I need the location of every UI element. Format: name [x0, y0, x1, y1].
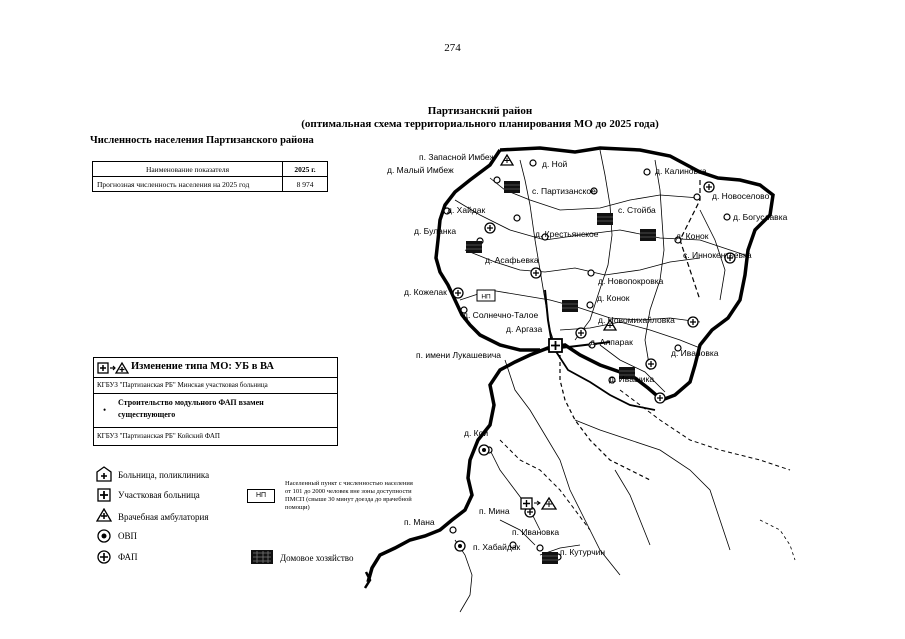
legend-ovp-label: ОВП	[118, 531, 138, 541]
map-label: д. Аргаза	[506, 324, 543, 334]
map-label: д. Солнечно-Талое	[463, 310, 539, 320]
map-label: д. Конок	[597, 293, 630, 303]
inner-boundary	[500, 440, 590, 530]
map-label: д. Ивановка	[671, 348, 719, 358]
change-box-title: Изменение типа МО: УБ в ВА	[131, 361, 274, 372]
change-box-item: КГБУЗ "Партизанская РБ" Минская участковая больница	[94, 377, 337, 392]
page-number: 274	[444, 42, 461, 54]
fap-icon	[485, 223, 495, 233]
fap-icon	[576, 328, 586, 338]
map-label: п. Запасной Имбеж	[419, 152, 496, 162]
change-box-item: КГБУЗ "Партизанская РБ" Койский ФАП	[94, 427, 337, 444]
table-header-cell: 2025 г.	[283, 162, 328, 177]
map-label: д. Кожелак	[404, 287, 447, 297]
map-label: п. Кутурчин	[560, 547, 606, 557]
settlement-marker	[724, 214, 730, 220]
table-header-cell: Наименование показателя	[93, 162, 283, 177]
hospital-marker	[549, 339, 562, 352]
household-icon	[504, 181, 520, 193]
household-icon	[597, 213, 613, 225]
map-label: с. Партизанское	[532, 186, 596, 196]
map-label: д. Крестьянское	[535, 229, 599, 239]
map-label: д. Конок	[676, 231, 709, 241]
ovp-marker	[455, 541, 465, 551]
legend-ambulatory-label: Врачебная амбулатория	[118, 512, 209, 522]
inner-boundary	[620, 390, 790, 470]
table-cell: Прогнозная численность населения на 2025 год	[93, 177, 283, 192]
map-label: д. Ной	[542, 159, 568, 169]
np-map-label: НП	[481, 293, 491, 301]
map-label: д. Новоселово	[712, 191, 770, 201]
map-label: д. Богуславка	[733, 212, 788, 222]
household-icon	[466, 241, 482, 253]
map-label: п. Мана	[404, 517, 435, 527]
map-label: д. Малый Имбеж	[387, 165, 454, 175]
map-label: с. Стойба	[618, 205, 656, 215]
construction-title: Строительство модульного ФАП взамен существующего	[118, 398, 264, 419]
settlement-marker	[494, 177, 500, 183]
map-label: п. Хабайдак	[473, 542, 521, 552]
household-icon	[542, 552, 558, 564]
np-marker: НП	[247, 489, 275, 503]
household-icon	[562, 300, 578, 312]
settlement-marker	[537, 545, 543, 551]
legend-hospital-label: Больница, поликлиника	[118, 470, 210, 480]
page-subtitle: (оптимальная схема территориального планирования МО до 2025 года)	[301, 118, 659, 130]
bullet-icon: •	[103, 405, 107, 415]
map-label: с. Иннокентьевка	[683, 250, 752, 260]
page-title: Партизанский район	[427, 105, 533, 117]
map-label: д. Асафьевка	[485, 255, 539, 265]
district-boundary-west	[436, 150, 540, 350]
fap-icon	[688, 317, 698, 327]
map-label: д. Хайдак	[447, 205, 486, 215]
settlement-marker	[530, 160, 536, 166]
settlement-marker	[587, 302, 593, 308]
map-label: д. Алпарак	[590, 337, 633, 347]
settlement-marker	[644, 169, 650, 175]
fap-icon	[453, 288, 463, 298]
legend-household-label: Домовое хозяйство	[280, 553, 354, 563]
map-label: д. Калиновка	[655, 166, 707, 176]
legend-np-text: Населенный пункт с численностью населения от 101 до 2000 человек вне зоны доступности ПМСП (свыше 30 минут доезда до врачебной помощи)	[285, 480, 413, 511]
settlement-marker	[588, 270, 594, 276]
map-label: д. Кой	[464, 428, 489, 438]
fap-icon	[655, 393, 665, 403]
map-label: д. Буланка	[414, 226, 457, 236]
legend-fap-label: ФАП	[118, 552, 138, 562]
table-cell: 8 974	[283, 177, 328, 192]
map-label: п. Мина	[479, 506, 510, 516]
household-icon	[640, 229, 656, 241]
map-label: д. Новопокровка	[598, 276, 664, 286]
change-type-marker	[521, 498, 556, 509]
map-label-group	[387, 152, 788, 557]
map-label: п. Ивановка	[512, 527, 560, 537]
map-label: д. Новомихайловка	[598, 315, 675, 325]
ambulatory-marker	[501, 155, 513, 165]
settlement-marker	[450, 527, 456, 533]
legend-district-hospital-label: Участковая больница	[118, 490, 200, 500]
ovp-marker	[479, 445, 489, 455]
settlement-marker	[694, 194, 700, 200]
fap-icon	[646, 359, 656, 369]
settlement-marker	[514, 215, 520, 221]
map-label: д. Ивашика	[609, 374, 655, 384]
population-heading: Численность населения Партизанского района	[90, 135, 314, 146]
map-label: п. имени Лукашевича	[416, 350, 501, 360]
fap-icon	[531, 268, 541, 278]
